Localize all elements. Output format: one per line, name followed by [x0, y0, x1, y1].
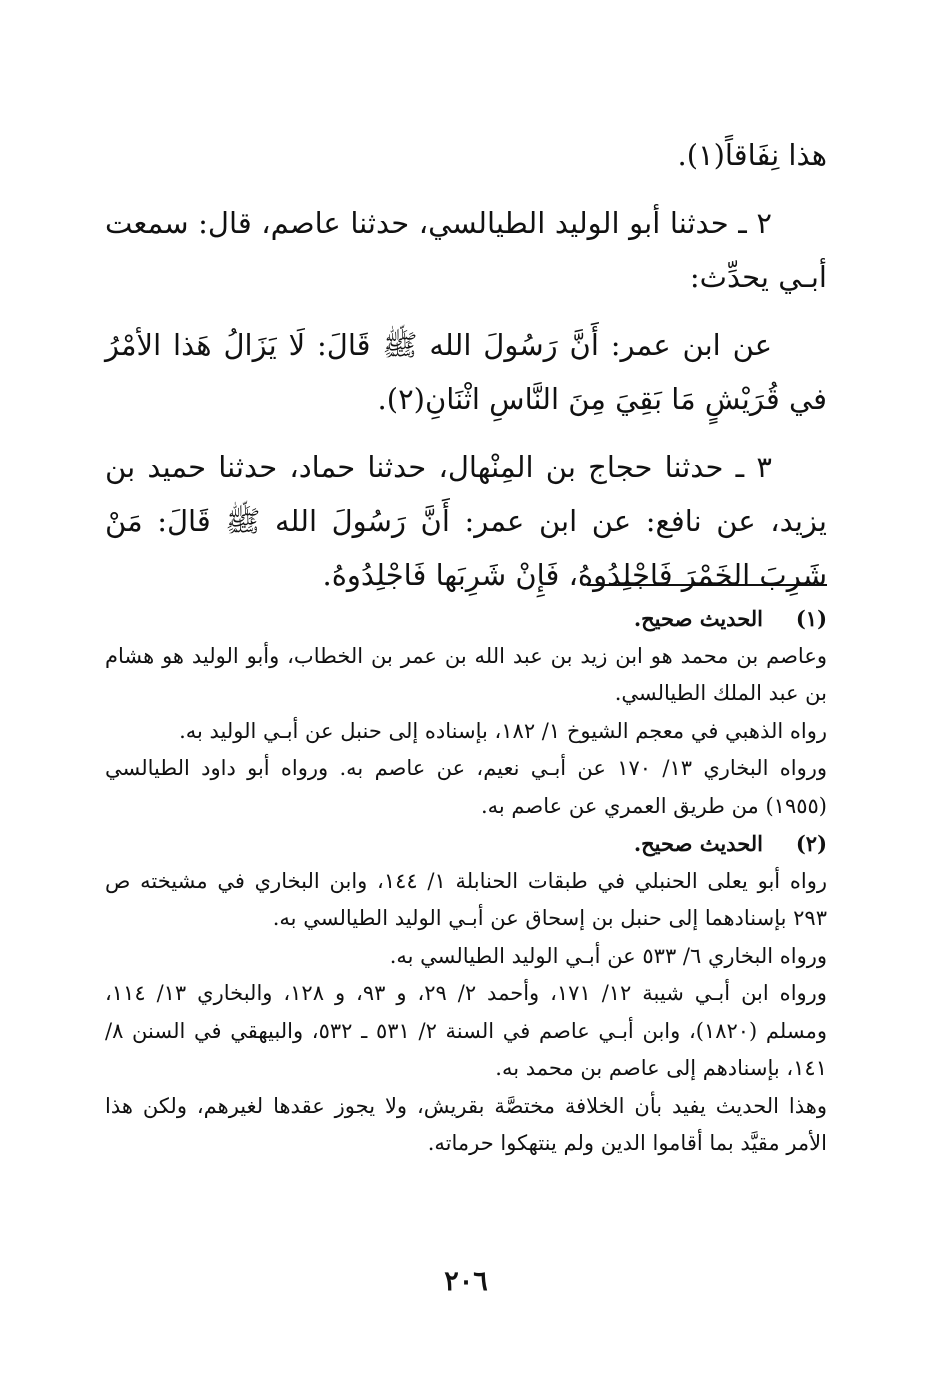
footnote-2-marker: (٢) [795, 831, 827, 856]
paragraph-2: ٢ ـ حدثنا أبو الوليد الطيالسي، حدثنا عاصم، قال: سمعت أبـي يحدِّث: [105, 206, 827, 294]
footnotes [105, 600, 827, 1163]
footnote-2-heading [105, 825, 827, 863]
footnote-1-line: رواه الذهبي في معجم الشيوخ ١/ ١٨٢، بإسناده إلى حنبل عن أبـي الوليد به. [179, 718, 827, 743]
footnote-1-line: ورواه البخاري ١٣/ ١٧٠ عن أبـي نعيم، عن عاصم به. ورواه أبو داود الطيالسي (١٩٥٥) من طريق العمري عن عاصم به. [105, 756, 827, 818]
footnote-1-heading [105, 600, 827, 638]
page-number: ٢٠٦ [444, 1266, 488, 1297]
footnote-1-title: الحديث صحيح. [633, 606, 763, 631]
paragraph-3: عن ابن عمر: أَنَّ رَسُولَ الله ﷺ قَالَ: لَا يَزَالُ هَذا الأمْرُ في قُرَيْشٍ مَا بَقِيَ مِنَ النَّاسِ اثْنَانِ(٢). [105, 328, 827, 416]
main-text [105, 128, 827, 602]
paragraph-1: هذا نِفَاقاً(١). [677, 138, 827, 172]
footnote-2-line: رواه أبو يعلى الحنبلي في طبقات الحنابلة ١/ ١٤٤، وابن البخاري في مشيخته ص ٢٩٣ بإسنادهما إلى حنبل بن إسحاق عن أبـي الوليد الطيالسي به. [105, 868, 827, 930]
footnote-separator [587, 584, 827, 586]
footnote-2-line: ورواه ابن أبـي شيبة ١٢/ ١٧١، وأحمد ٢/ ٢٩، و ٩٣، و ١٢٨، والبخاري ١٣/ ١١٤، ومسلم (١٨٢٠)، وابن أبـي عاصم في السنة ٢/ ٥٣١ ـ ٥٣٢، والبيهقي في السنن ٨/ ١٤١، بإسنادهم إلى عاصم بن محمد به. [105, 981, 827, 1080]
footnote-2-title: الحديث صحيح. [633, 831, 763, 856]
book-page [105, 0, 827, 1387]
footnote-1-marker: (١) [795, 606, 827, 631]
footnote-2-line: وهذا الحديث يفيد بأن الخلافة مختصَّة بقريش، ولا يجوز عقدها لغيرهم، ولكن هذا الأمر مقيَّد بما أقاموا الدين ولم ينتهكوا حرماته. [105, 1093, 827, 1155]
footnote-1-line: وعاصم بن محمد هو ابن زيد بن عبد الله بن عمر بن الخطاب، وأبو الوليد هو هشام بن عبد الملك الطيالسي. [105, 643, 827, 705]
footnote-2-line: ورواه البخاري ٦/ ٥٣٣ عن أبـي الوليد الطيالسي به. [389, 943, 827, 968]
paragraph-4: ٣ ـ حدثنا حجاج بن المِنْهال، حدثنا حماد، حدثنا حميد بن يزيد، عن نافع: عن ابن عمر: أَنَّ رَسُولَ الله ﷺ قَالَ: مَنْ شَرِبَ الخَمْرَ فَاجْلِدُوهُ، فَإِنْ شَرِبَها فَاجْلِدُوهُ. [105, 450, 827, 592]
